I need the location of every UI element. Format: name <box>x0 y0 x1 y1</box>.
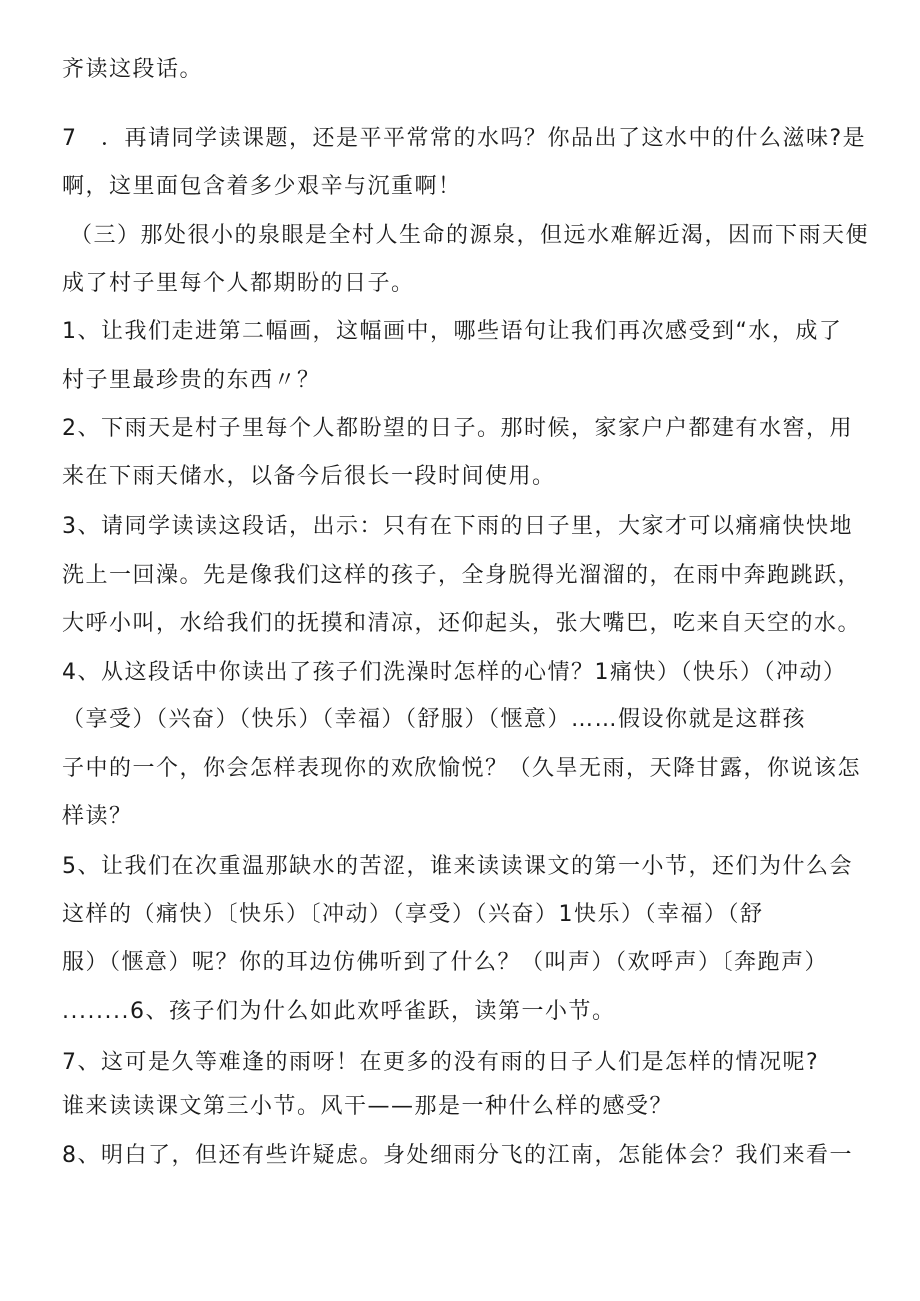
text-line: 2、下雨天是村子里每个人都盼望的日子。那时候，家家户户都建有水窖，用 <box>62 416 853 441</box>
text-line: 服）（惬意）呢？你的耳边仿佛听到了什么？（叫声）（欢呼声）〔奔跑声） <box>62 950 829 975</box>
text-line: 来在下雨天储水，以备今后很长一段时间使用。 <box>62 464 556 489</box>
text-line: 大呼小叫，水给我们的抚摸和清凉，还仰起头，张大嘴巴，吃来自天空的水。 <box>62 611 862 636</box>
text-line: 啊，这里面包含着多少艰辛与沉重啊！ <box>62 174 462 199</box>
text-line: 7、这可是久等难逢的雨呀！在更多的没有雨的日子人们是怎样的情况呢? <box>62 1050 820 1075</box>
text-line: 村子里最珍贵的东西〃？ <box>62 368 321 393</box>
text-line: 5、让我们在次重温那缺水的苦涩，谁来读读课文的第一小节，还们为什么会 <box>62 854 853 879</box>
text-line: 洗上一回澡。先是像我们这样的孩子，全身脱得光溜溜的，在雨中奔跑跳跃， <box>62 563 862 588</box>
text-line: （三）那处很小的泉眼是全村人生命的源泉，但远水难解近渴，因而下雨天便 <box>70 223 870 248</box>
text-line: 7 ．再请同学读课题，还是平平常常的水吗？你品出了这水中的什么滋味?是 <box>62 126 867 151</box>
text-line: 成了村子里每个人都期盼的日子。 <box>62 271 415 296</box>
text-line: 1、让我们走进第二幅画，这幅画中，哪些语句让我们再次感受到“水，成了 <box>62 319 843 344</box>
text-line: 3、请同学读读这段话，出示：只有在下雨的日子里，大家才可以痛痛快快地 <box>62 514 853 539</box>
text-line: 齐读这段话。 <box>62 57 204 82</box>
text-line: ........6、孩子们为什么如此欢呼雀跃，读第一小节。 <box>62 999 616 1024</box>
text-line: 8、明白了，但还有些许疑虑。身处细雨分飞的江南，怎能体会？我们来看一 <box>62 1143 853 1168</box>
text-line: 子中的一个，你会怎样表现你的欢欣愉悦？（久旱无雨，天降甘露，你说该怎 <box>62 756 862 781</box>
text-line: 谁来读读课文第三小节。风干——那是一种什么样的感受？ <box>62 1094 674 1119</box>
text-line: （享受）（兴奋）（快乐）（幸福）（舒服）（惬意）……假设你就是这群孩 <box>62 707 807 732</box>
text-line: 这样的（痛快）〔快乐）〔冲动）（享受）（兴奋）1快乐）（幸福）（舒 <box>62 902 764 927</box>
text-line: 样读？ <box>62 804 133 829</box>
text-line: 4、从这段话中你读出了孩子们洗澡时怎样的心情？1痛快）（快乐）（冲动） <box>62 660 847 685</box>
